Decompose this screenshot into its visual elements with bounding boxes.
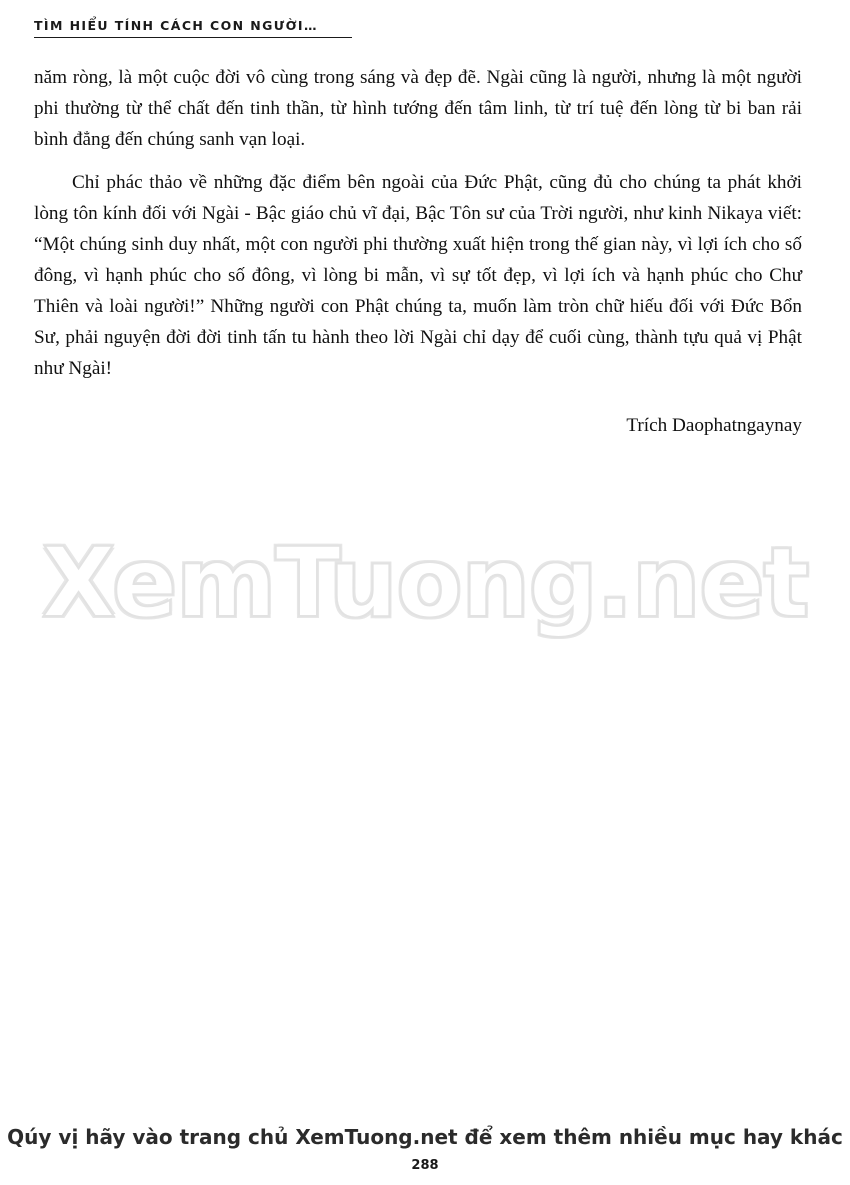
running-head-rule <box>34 37 352 38</box>
footer-note: Qúy vị hãy vào trang chủ XemTuong.net để xem thêm nhiều mục hay khác <box>7 1125 843 1149</box>
attribution: Trích Daophatngaynay <box>626 415 802 436</box>
page-number: 288 <box>411 1158 439 1173</box>
paragraph-2: Chỉ phác thảo về những đặc điểm bên ngoài của Đức Phật, cũng đủ cho chúng ta phát khởi lòng tôn kính đối với Ngài - Bậc giáo chủ vĩ đại, Bậc Tôn sư của Trời người, như kinh Nikaya viết: “Một chúng sinh duy nhất, một con người phi thường xuất hiện trong thế gian này, vì lợi ích cho số đông, vì hạnh phúc cho số đông, vì lòng bi mẫn, vì sự tốt đẹp, vì lợi ích và hạnh phúc cho Chư Thiên và loài người!” Những người con Phật chúng ta, muốn làm tròn chữ hiếu đối với Đức Bổn Sư, phải nguyện đời đời tinh tấn tu hành theo lời Ngài chỉ dạy để cuối cùng, thành tựu quả vị Phật như Ngài! <box>34 172 802 379</box>
watermark: XemTuong.net <box>41 527 809 639</box>
running-head <box>34 18 364 38</box>
paragraph-1: năm ròng, là một cuộc đời vô cùng trong sáng và đẹp đẽ. Ngài cũng là người, nhưng là một người phi thường từ thể chất đến tinh thần, từ hình tướng đến tâm linh, từ trí tuệ đến lòng từ bi ban rải bình đẳng đến chúng sanh vạn loại. <box>34 67 802 150</box>
body-text <box>34 62 802 441</box>
running-head-title: TÌM HIỂU TÍNH CÁCH CON NGƯỜI… <box>34 18 318 33</box>
